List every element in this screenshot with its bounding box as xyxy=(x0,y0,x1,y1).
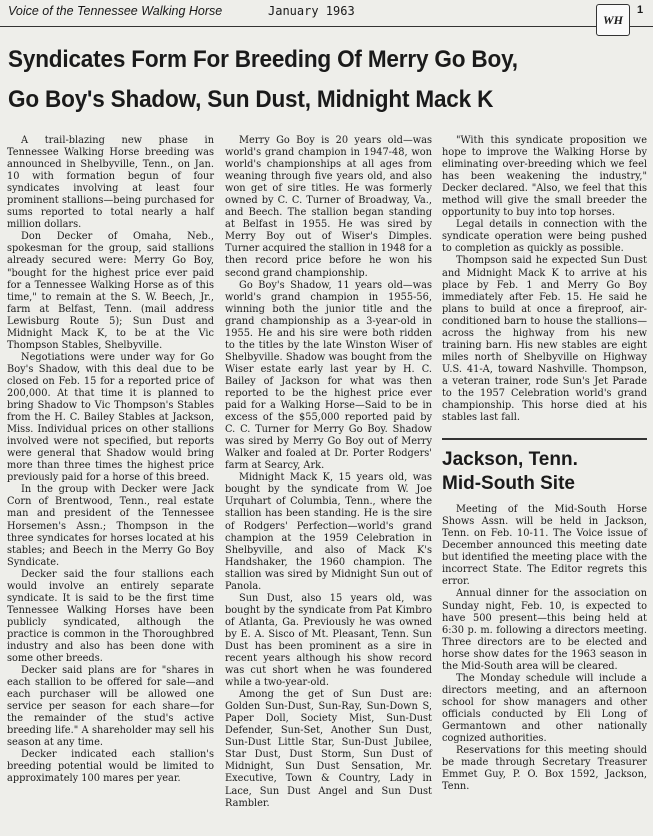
article-paragraph: Decker said the four stallions each would involve an entirely separate syndicate. It is said to be the first time Tennessee Walking Horses have been publicly syndicated, although the practice is common in the Thoroughbred industry and also has been done with some other breeds. xyxy=(7,568,214,665)
page-number: 1 xyxy=(637,4,644,16)
article-paragraph: Midnight Mack K, 15 years old, was bought by the syndicate from W. Joe Urquhart of Columbia, Tenn., where the stallion has been standing. He is the sire of Rodgers' Perfection—world's grand champion at the 1959 Celebration in Shelbyville, and also of Mack K's Handshaker, the 1960 champion. The stallion was sired by Midnight Sun out of Panola. xyxy=(225,472,432,592)
article-paragraph: "With this syndicate proposition we hope to improve the Walking Horse by eliminating over-breeding which we feel has been weakening the industry," Decker declared. "Also, we feel that this method will give the small breeder the opportunity to buy into top horses. xyxy=(442,135,647,219)
sidebar-paragraph: Reservations for this meeting should be made through Secretary Treasurer Emmet Guy, P. O. Box 1592, Jackson, Tenn. xyxy=(442,745,647,793)
article-paragraph: Legal details in connection with the syndicate operation were being pushed to completion as quickly as possible. xyxy=(442,219,647,255)
article-paragraph: Thompson said he expected Sun Dust and Midnight Mack K to arrive at his place by Feb. 1 and Merry Go Boy immediately after Feb. 15. He said he plans to build at once a fireproof, air-conditioned barn to house the stallions—across the highway from his new training barn. His new stables are eight miles north of Shelbyville on Highway U.S. 41-A, toward Nashville. Thompson, a veteran trainer, rode Sun's Jet Parade to the 1957 Celebration world's grand championship. This horse died at his stables last fall. xyxy=(442,255,647,424)
issue-date: January 1963 xyxy=(268,4,355,18)
page-header xyxy=(0,0,653,27)
article-paragraph: A trail-blazing new phase in Tennessee Walking Horse breeding was announced in Shelbyville, Tenn., on Jan. 10 with formation begun of four syndicates involving at least four prominent stallions—being purchased for sums reported to total nearly a half million dollars. xyxy=(7,135,214,231)
main-headline xyxy=(8,40,597,120)
article-paragraph: Negotiations were under way for Go Boy's Shadow, with this deal due to be closed on Feb. 15 for a reported price of 200,000. At that time it is planned to bring Shadow to Vic Thompson's Stables from the H. C. Bailey Stables at Jackson, Miss. Individual prices on other stallions involved were not specified, but reports were general that Shadow would bring more than three times the highest price previously paid for a horse of this breed. xyxy=(7,351,214,484)
article-paragraph: Go Boy's Shadow, 11 years old—was world's grand champion in 1955-56, winning both the junior title and the grand championship as a 3-year-old in 1955. He and his sire were both ridden to the titles by the late Winston Wiser of Shelbyville. Shadow was bought from the Wiser estate early last year by H. C. Bailey of Jackson for what was then reported to be the highest price ever paid for a Walking Horse—Said to be in excess of the $55,000 reported paid by C. C. Turner for Merry Go Boy. Shadow was sired by Merry Go Boy out of Merry Walker and foaled at Dr. Porter Rodgers' farm at Searcy, Ark. xyxy=(225,279,432,472)
article-paragraph: Sun Dust, also 15 years old, was bought by the syndicate from Pat Kimbro of Atlanta, Ga. Previously he was owned by E. A. Sisco of Mt. Pleasant, Tenn. Sun Dust has been prominent as a sire in recent years although his show record was cut short when he was foundered while a two-year-old. xyxy=(225,592,432,689)
article-paragraph: In the group with Decker were Jack Corn of Brentwood, Tenn., real estate man and president of the Tennessee Horsemen's Assn.; Thompson in the three syndicates for horses located at his stables; and Beech in the Merry Go Boy Syndicate. xyxy=(7,484,214,568)
article-paragraph: Don Decker of Omaha, Neb., spokesman for the group, said stallions already secured were: Merry Go Boy, "bought for the highest price ever paid for a Tennessee Walking Horse as of this time," to remain at the S. W. Beech, Jr., farm at Belfast, Tenn. (mail address Lewisburg Route 5); Sun Dust and Midnight Mack K, to be at the Vic Thompson Stables, Shelbyville. xyxy=(7,231,214,351)
sidebar-paragraph: Annual dinner for the association on Sunday night, Feb. 10, is expected to have 500 present—this being held at 6:30 p. m. following a directors meeting. Three directors are to be elected and horse show dates for the 1963 season in the Mid-South area will be cleared. xyxy=(442,588,647,672)
article-column-1 xyxy=(7,135,214,786)
sidebar-headline-line-2: Mid-South Site xyxy=(442,473,575,495)
sidebar-headline-line-1: Jackson, Tenn. xyxy=(442,449,578,471)
sidebar-paragraph: Meeting of the Mid-South Horse Shows Assn. will be held in Jackson, Tenn. on Feb. 10-11. The Voice issue of December announced this meeting date but identified the meeting place with the incorrect State. The Editor regrets this error. xyxy=(442,504,647,588)
article-paragraph: Decker indicated each stallion's breeding potential would be limited to approximately 100 mares per year. xyxy=(7,749,214,785)
article-paragraph: Decker said plans are for "shares in each stallion to be offered for sale—and each purchaser will be allowed one service per season for each share—for the remainder of the stud's active breeding life." A shareholder may sell his season at any time. xyxy=(7,665,214,749)
sidebar-headline xyxy=(442,438,647,496)
article-paragraph: Among the get of Sun Dust are: Golden Sun-Dust, Sun-Ray, Sun-Down S, Paper Doll, Society Mist, Sun-Dust Defender, Sun-Set, Another Sun Dust, Sun-Dust Little Star, Sun-Dust Jubilee, Star Dust, Dust Storm, Sun Dust of Midnight, Sun Dust Sensation, Mr. Executive, Town & Country, Lady in Lace, Sun Dust Angel and Sun Dust Rambler. xyxy=(225,689,432,809)
headline-line-2: Go Boy's Shadow, Sun Dust, Midnight Mack K xyxy=(8,86,494,113)
article-column-3 xyxy=(442,135,647,793)
headline-line-1: Syndicates Form For Breeding Of Merry Go Boy, xyxy=(8,46,518,73)
walking-horse-logo-icon: WH xyxy=(596,4,630,36)
article-paragraph: Merry Go Boy is 20 years old—was world's grand champion in 1947-48, won world's championships at all ages from weaning through five years old, and also won get of sire titles. He was formerly owned by C. C. Turner of Broadway, Va., and Beech. The stallion began standing at Belfast in 1955. He was sired by Merry Boy out of Wiser's Dimples. Turner acquired the stallion in 1948 for a then record price before he won his second grand championship. xyxy=(225,135,432,279)
publication-name: Voice of the Tennessee Walking Horse xyxy=(8,4,223,18)
article-column-2 xyxy=(225,135,432,810)
sidebar-paragraph: The Monday schedule will include a directors meeting, and an afternoon school for show managers and other officials conducted by Eli Long of Germantown and other nationally cognized authorities. xyxy=(442,672,647,745)
